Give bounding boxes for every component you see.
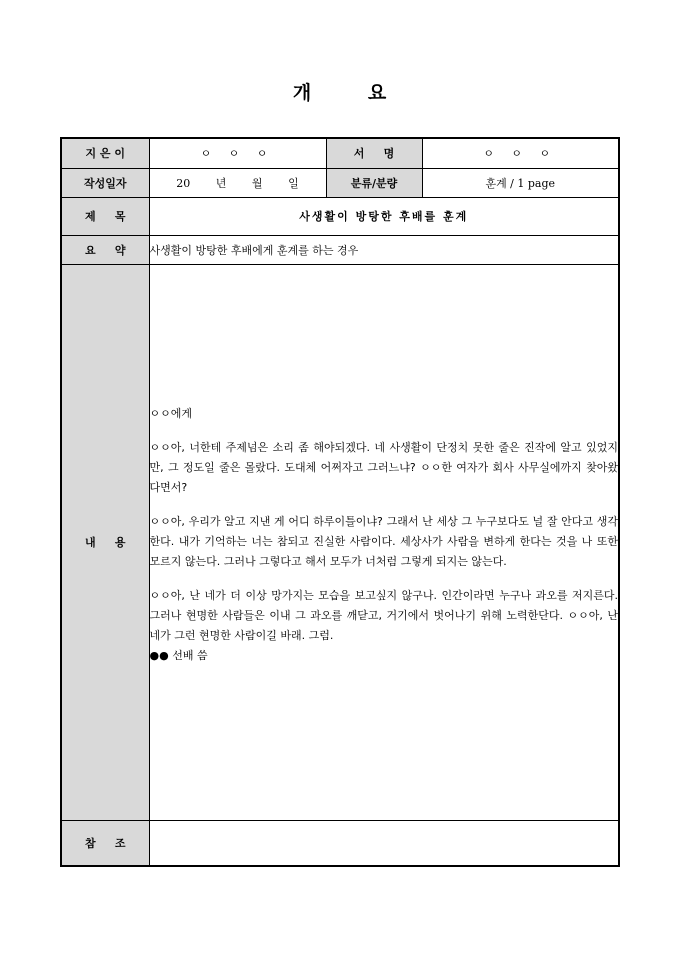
author-label: 지 은 이 — [61, 138, 149, 168]
signature-value: ㅇ ㅇ ㅇ — [422, 138, 619, 168]
author-value: ㅇ ㅇ ㅇ — [149, 138, 326, 168]
subject-row — [61, 197, 619, 235]
content-paragraph-3: ㅇㅇ아, 난 네가 더 이상 망가지는 모습을 보고싶지 않구나. 인간이라면 누구나 과오를 저지른다. 그러나 현명한 사람들은 이내 그 과오를 깨닫고, 거기에서 벗어나기 위해 노력한단다. ㅇㅇ아, 난 네가 그런 현명한 사람이길 바래. 그럼. — [149, 589, 618, 642]
date-label: 작성일자 — [61, 168, 149, 197]
content-body — [149, 264, 619, 820]
reference-value — [149, 820, 619, 866]
summary-value: 사생활이 방탕한 후배에게 훈계를 하는 경우 — [149, 235, 619, 264]
reference-row — [61, 820, 619, 866]
subject-label: 제 목 — [61, 197, 149, 235]
date-day-unit: 일 — [288, 176, 299, 190]
date-value — [149, 168, 326, 197]
category-label: 분류/분량 — [326, 168, 422, 197]
content-greeting: ㅇㅇ에게 — [149, 407, 193, 420]
page-title-char-1: 개 — [292, 82, 313, 104]
reference-label: 참 조 — [61, 820, 149, 866]
signature-label: 서 명 — [326, 138, 422, 168]
author-row — [61, 138, 619, 168]
content-row — [61, 264, 619, 820]
date-row — [61, 168, 619, 197]
content-label: 내 용 — [61, 264, 149, 820]
content-signoff: ●● 선배 씀 — [149, 649, 208, 662]
subject-value: 사생활이 방탕한 후배를 훈계 — [149, 197, 619, 235]
date-month-unit: 월 — [251, 176, 263, 190]
summary-label: 요 약 — [61, 235, 149, 264]
content-paragraph-2: ㅇㅇ아, 우리가 알고 지낸 게 어디 하루이틀이냐? 그래서 난 세상 그 누구보다도 널 잘 안다고 생각한다. 내가 기억하는 너는 참되고 진실한 사람이다. 세상사가 사람을 변하게 한다는 것을 나 또한 모르지 않는다. 그러나 그렇다고 해서 모두가 너처럼 그렇게 되지는 않는다. — [149, 515, 618, 568]
overview-form-table — [60, 137, 620, 867]
date-year-unit: 년 — [215, 176, 227, 190]
summary-row — [61, 235, 619, 264]
content-paragraph-1: ㅇㅇ아, 너한테 주제넘은 소리 좀 해야되겠다. 네 사생활이 단정치 못한 줄은 진작에 알고 있었지만, 그 정도일 줄은 몰랐다. 도대체 어쩌자고 그러느냐? ㅇㅇ한 여자가 회사 사무실에까지 찾아왔다면서? — [149, 441, 618, 494]
date-year: 20 — [176, 176, 191, 190]
page-title — [0, 78, 680, 105]
category-value: 훈계 / 1 page — [422, 168, 619, 197]
page-title-char-2: 요 — [367, 82, 388, 104]
